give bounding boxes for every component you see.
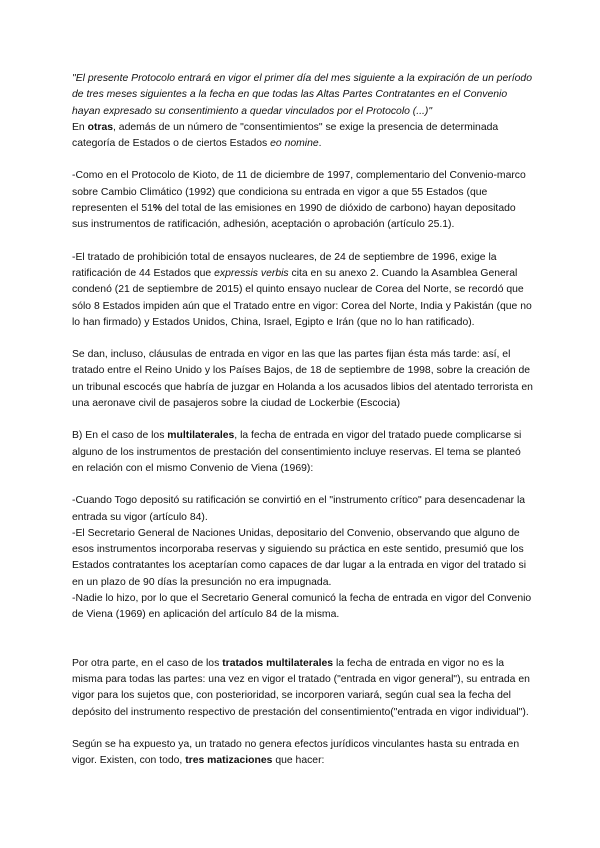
paragraph-matizaciones xyxy=(72,737,534,770)
paragraph-otras xyxy=(72,120,534,153)
paragraph-togo: -Cuando Togo depositó su ratificación se convirtió en el "instrumento crítico" para desencadenar la entrada su vigor (artículo 84). xyxy=(72,495,526,523)
text-run: , la fecha de entrada en vigor del tratado puede complicarse si alguno de los instrumentos de prestación del consentimiento incluye reservas. El tema se planteó en relación con el mismo Convenio de Viena (1969): xyxy=(72,430,522,474)
text-run: B) En el caso de los xyxy=(72,430,168,442)
bold-term-otras: otras xyxy=(87,121,114,133)
bold-term-tres-matizaciones: tres matizaciones xyxy=(185,755,273,767)
text-run: Según se ha expuesto ya, un tratado no genera efectos jurídicos vinculantes hasta su entrada en vigor. Existen, con todo, xyxy=(72,738,520,767)
bold-term-tratados-multilaterales: tratados multilaterales xyxy=(222,657,334,669)
quote-text: "El presente Protocolo entrará en vigor el primer día del mes siguiente a la expiración de un período de tres meses siguientes a la fecha en que todas las Altas Partes Contratantes en el Convenio hayan expresado su consentimiento a quedar vinculados por el Protocolo (...)" xyxy=(72,73,532,117)
quote-paragraph xyxy=(72,71,534,120)
text-run: que hacer: xyxy=(272,755,325,767)
paragraph-nadie: -Nadie lo hizo, por lo que el Secretario General comunicó la fecha de entrada en vigor del Convenio de Viena (1969) en aplicación del artículo 84 de la misma. xyxy=(72,593,532,621)
paragraph-multilaterales xyxy=(72,428,534,477)
text-run: . xyxy=(318,138,322,150)
text-run: , además de un número de "consentimientos" se exige la presencia de determinada categoría de Estados o de ciertos Estados xyxy=(72,121,499,150)
text-run: Por otra parte, en el caso de los xyxy=(72,657,223,669)
paragraph-ensayos-nucleares xyxy=(72,250,534,331)
document-page xyxy=(72,71,534,769)
text-run: -El tratado de prohibición total de ensayos nucleares, de 24 de septiembre de 1996, exige la ratificación de 44 Estados que xyxy=(72,251,497,279)
text-run: la fecha de entrada en vigor no es la misma para todas las partes: una vez en vigor el tratado ("entrada en vigor general"), su entrada en vigor para los sujetos que, con posterioridad, se incorporen variará, según cual sea la fecha del depósito del instrumento respectivo de prestación del consentimiento("entrada en vigor individual"). xyxy=(72,657,530,718)
paragraph-secretario: -El Secretario General de Naciones Unidas, depositario del Convenio, observando que alguno de esos instrumentos incorporaba reservas y siguiendo su práctica en este sentido, presumió que los Estados contratantes los aceptarían como capaces de dar lugar a la entrada en vigor del tratado si en un plazo de 90 días la presunción no era impugnada. xyxy=(72,527,526,588)
text-run: del total de las emisiones en 1990 de dióxido de carbono) hayan depositado sus instrumentos de ratificación, adhesión, aceptación o aprobación (artículo 25.1). xyxy=(72,203,516,231)
italic-term-expressis-verbis: expressis verbis xyxy=(214,267,289,279)
bold-percent: % xyxy=(152,203,163,215)
paragraph-tratados-multilaterales xyxy=(72,656,534,721)
bold-term-multilaterales: multilaterales xyxy=(167,430,235,442)
text-run: -Como en el Protocolo de Kioto, de 11 de diciembre de 1997, complementario del Convenio-marco sobre Cambio Climático (1992) que condiciona su entrada en vigor a que 55 Estados (que representen el 51 xyxy=(72,170,526,215)
paragraph-kioto xyxy=(72,168,534,233)
italic-term-eo-nomine: eo nomine xyxy=(270,138,319,150)
paragraph-lockerbie: Se dan, incluso, cláusulas de entrada en vigor en las que las partes fijan ésta más tarde: así, el tratado entre el Reino Unido y los Países Bajos, de 18 de septiembre de 1998, sobre la creación de un tribunal escocés que habría de juzgar en Holanda a los acusados libios del atentado terrorista en una aeronave civil de pasajeros sobre la ciudad de Lockerbie (Escocia) xyxy=(72,349,533,410)
text-run: En xyxy=(72,121,88,133)
text-run: cita en su anexo 2. Cuando la Asamblea General condenó (21 de septiembre de 2015) el quinto ensayo nuclear de Corea del Norte, se recordó que sólo 8 Estados impiden aún que el Tratado entre en vigor: Corea del Norte, India y Pakistán (que no lo han firmado) y Estados Unidos, China, Israel, Egipto e Irán (que no lo han ratificado). xyxy=(72,267,532,328)
